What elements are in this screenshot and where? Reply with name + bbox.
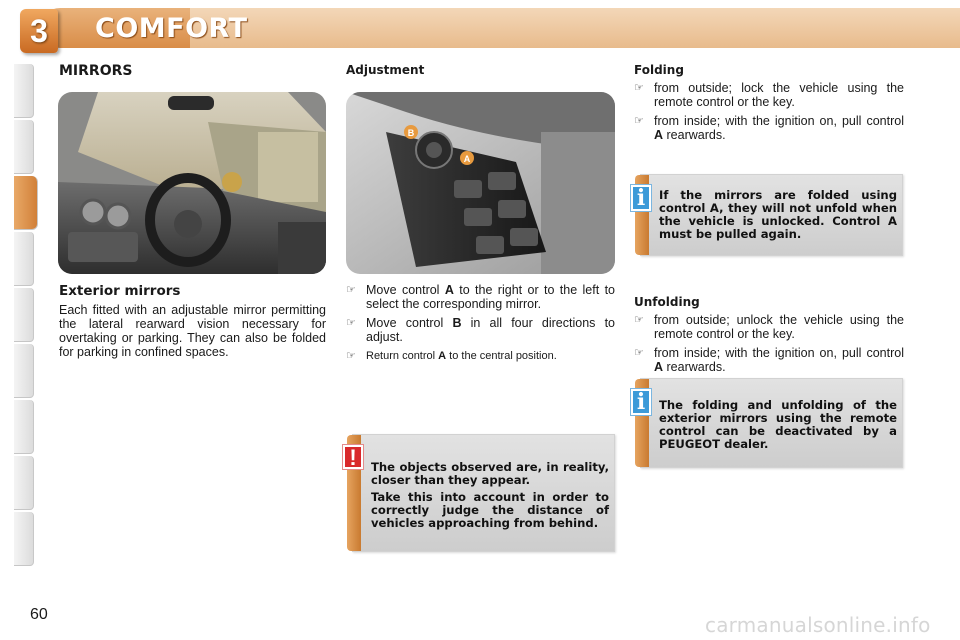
pointing-hand-icon: ☞ [634,82,644,94]
adjustment-bullets [346,283,615,368]
side-tab-4[interactable] [14,232,34,286]
warning-text-1: The objects observed are, in reality, closer than they appear. [371,460,609,487]
chapter-header [0,0,960,56]
chapter-side-tabs [14,64,34,576]
exterior-mirrors-body: Each fitted with an adjustable mirror permitting the lateral rearward vision necessary for overtaking or parking. They can also be folded for parking in confined spaces. [59,303,326,359]
pointing-hand-icon: ☞ [634,314,644,326]
unfolding-heading: Unfolding [634,295,700,309]
side-tab-2[interactable] [14,120,34,174]
list-item: ☞ from outside; unlock the vehicle using the remote control or the key. [634,313,904,341]
info-icon: i [631,185,651,211]
pointing-hand-icon: ☞ [346,350,356,362]
adjustment-heading: Adjustment [346,63,425,77]
warning-note [349,434,615,552]
pointing-hand-icon: ☞ [346,284,356,296]
side-tab-3-active[interactable] [14,176,38,230]
chapter-title: COMFORT [95,13,248,44]
label-b: B [407,128,415,138]
info-note-deactivation [636,378,903,468]
folding-heading: Folding [634,63,684,77]
pointing-hand-icon: ☞ [346,317,356,329]
door-controls-photo [346,92,615,274]
exterior-mirrors-heading: Exterior mirrors [59,283,181,299]
warning-icon: ! [343,445,363,469]
list-item: ☞ from inside; with the ignition on, pull control A rearwards. [634,346,904,374]
watermark: carmanualsonline.info [705,613,931,637]
page-number: 60 [30,606,48,623]
list-item: ☞ from outside; lock the vehicle using the remote control or the key. [634,81,904,109]
pointing-hand-icon: ☞ [634,115,644,127]
folding-bullets [634,81,904,147]
car-interior-photo [58,92,326,274]
side-tab-5[interactable] [14,288,34,342]
pointing-hand-icon: ☞ [634,347,644,359]
side-tab-8[interactable] [14,456,34,510]
side-tab-1[interactable] [14,64,34,118]
label-a: A [463,154,471,164]
side-tab-9[interactable] [14,512,34,566]
list-item: ☞ Return control A to the central position. [346,350,557,362]
unfolding-bullets [634,313,904,379]
side-tab-7[interactable] [14,400,34,454]
chapter-number-badge: 3 [20,9,58,53]
info-text-deactivation: The folding and unfolding of the exterior mirrors using the remote control can be deactivated by a PEUGEOT dealer. [659,398,897,451]
info-text-folding: If the mirrors are folded using control A, they will not unfold when the vehicle is unlocked. Control A must be pulled again. [659,188,898,241]
list-item: ☞ Move control B in all four directions to adjust. [346,316,616,344]
warning-text-2: Take this into account in order to correctly judge the distance of vehicles approaching from behind. [371,490,609,530]
header-band-light [190,8,960,48]
info-note-folding [636,174,903,256]
section-title: MIRRORS [59,63,133,79]
info-icon: i [631,389,651,415]
side-tab-6[interactable] [14,344,34,398]
list-item: ☞ Move control A to the right or to the left to select the corresponding mirror. [346,283,616,311]
list-item: ☞ from inside; with the ignition on, pull control A rearwards. [634,114,904,142]
